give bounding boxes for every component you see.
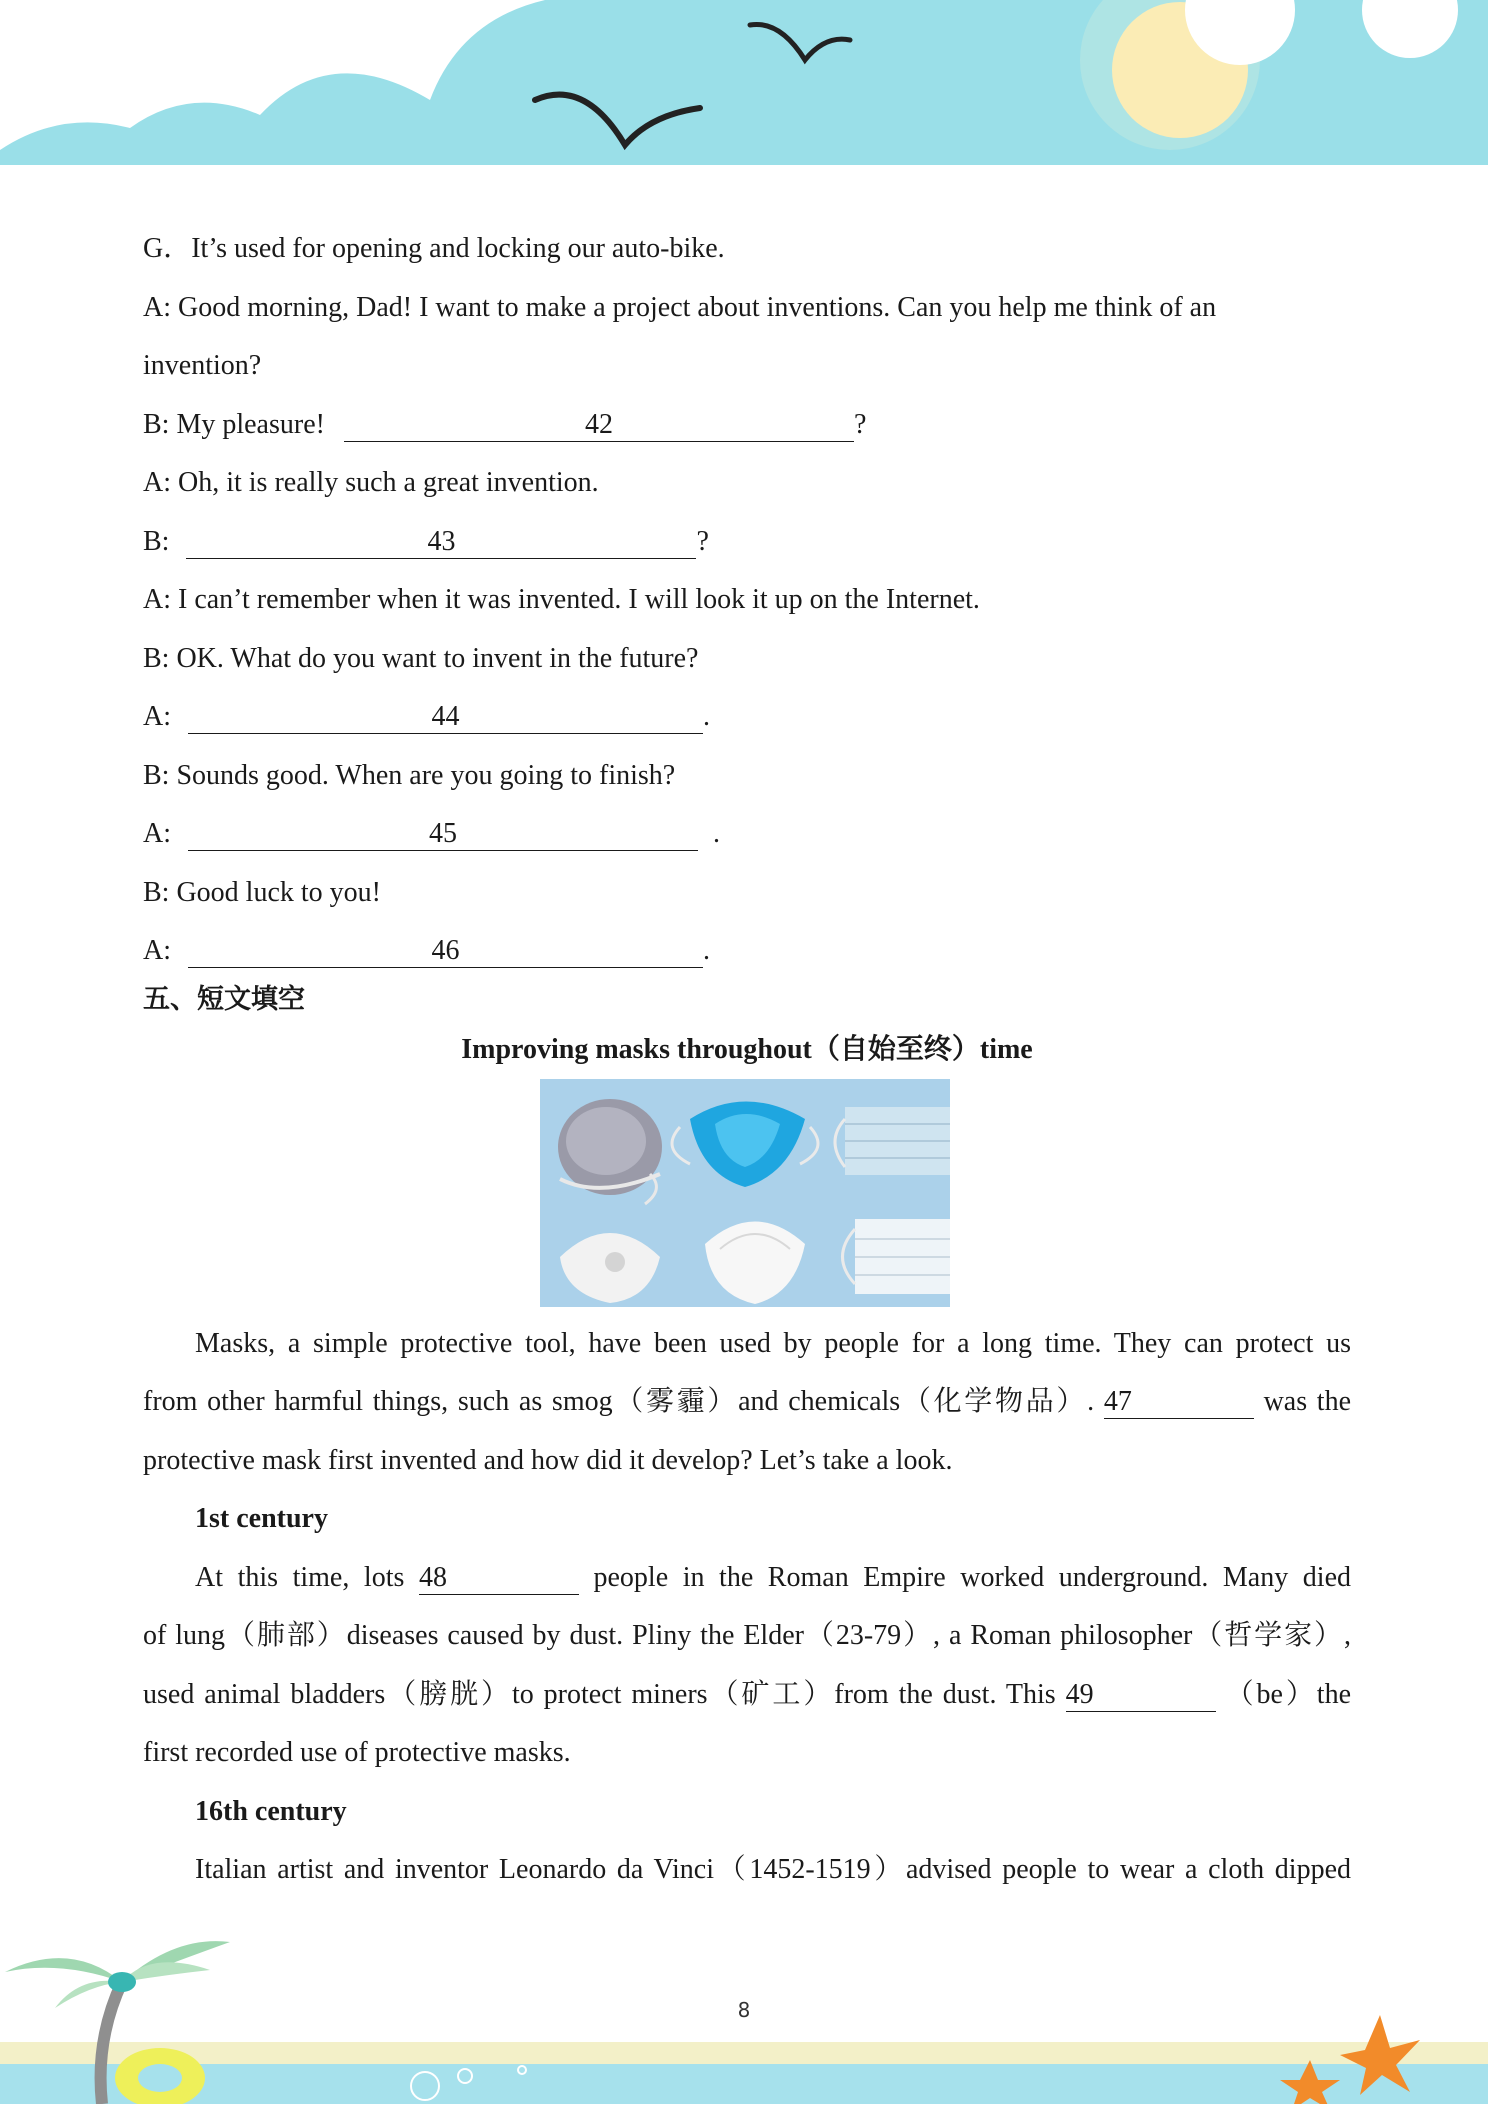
dialogue-line-3-end: ? xyxy=(853,408,867,440)
dialogue-line-9: B: Sounds good. When are you going to finish? xyxy=(143,759,676,791)
dialogue-line-12 xyxy=(143,922,1351,981)
paragraph-2-line-3-text: used animal bladders（膀胱）to protect miners（矿工）from the dust. This xyxy=(143,1678,1056,1710)
passage-title: Improving masks throughout（自始至终）time xyxy=(461,1033,1033,1065)
footer-beach-illustration xyxy=(0,1930,1488,2104)
paragraph-1-line-1: Masks, a simple protective tool, have been used by people for a long time. They can protect us xyxy=(195,1327,1351,1359)
dialogue-line-7: B: OK. What do you want to invent in the future? xyxy=(143,642,699,674)
paragraph-1-line-2 xyxy=(143,1373,1351,1432)
dialogue-line-3 xyxy=(143,396,1351,455)
dialogue-line-12-end: . xyxy=(703,935,710,966)
dialogue-line-4: A: Oh, it is really such a great invention. xyxy=(143,467,599,498)
blank-44[interactable]: 44 xyxy=(188,701,703,734)
dialogue-line-6: A: I can’t remember when it was invented. I will look it up on the Internet. xyxy=(143,584,980,615)
subheading-1st-century: 1st century xyxy=(195,1503,328,1534)
blank-49[interactable]: 49 xyxy=(1066,1679,1216,1712)
paragraph-2-line-1-text: At this time, lots xyxy=(195,1561,405,1593)
dialogue-line-8 xyxy=(143,688,1351,747)
subheading-16th-century: 16th century xyxy=(195,1795,347,1827)
paragraph-2-line-3 xyxy=(143,1666,1351,1725)
dialogue-line-12-speaker: A: xyxy=(143,935,171,966)
dialogue-line-11: B: Good luck to you! xyxy=(143,876,381,908)
dialogue-line-5-end: ? xyxy=(696,525,709,557)
paragraph-3-line-1: Italian artist and inventor Leonardo da Vinci（1452-1519）advised people to wear a cloth dipped xyxy=(195,1854,1351,1885)
blank-46[interactable]: 46 xyxy=(188,935,703,968)
dialogue-line-10 xyxy=(143,805,1351,864)
section-heading: 五、短文填空 xyxy=(143,983,305,1015)
dialogue-option-g: G．It’s used for opening and locking our auto-bike. xyxy=(143,233,725,264)
dialogue-line-3-text: B: My pleasure! xyxy=(143,408,325,440)
blank-47[interactable]: 47 xyxy=(1104,1386,1254,1419)
blank-45[interactable]: 45 xyxy=(188,818,698,851)
dialogue-line-1: A: Good morning, Dad! I want to make a project about inventions. Can you help me think of an xyxy=(143,291,1217,323)
page-number: 8 xyxy=(737,1998,751,2022)
paragraph-2-line-1-end: people in the Roman Empire worked underground. Many died xyxy=(593,1561,1351,1593)
masks-picture-area xyxy=(143,1079,1351,1315)
paragraph-1-line-2-end: was the xyxy=(1263,1386,1352,1417)
dialogue-line-5 xyxy=(143,513,1351,572)
blank-42[interactable]: 42 xyxy=(344,409,854,442)
blank-43[interactable]: 43 xyxy=(186,526,696,559)
dialogue-line-10-end: . xyxy=(713,818,720,849)
dialogue-line-10-speaker: A: xyxy=(143,818,171,849)
masks-photo xyxy=(540,1079,950,1307)
blank-48[interactable]: 48 xyxy=(419,1562,579,1595)
paragraph-1-line-2-text: from other harmful things, such as smog（雾霾）and chemicals（化学物品）. xyxy=(143,1386,1095,1417)
paragraph-2-line-1 xyxy=(143,1549,1351,1608)
dialogue-line-8-speaker: A: xyxy=(143,701,171,732)
dialogue-line-5-speaker: B: xyxy=(143,525,170,557)
paragraph-2-line-2: of lung（肺部）diseases caused by dust. Pliny the Elder（23-79）, a Roman philosopher（哲学家）, xyxy=(143,1620,1351,1651)
paragraph-2-line-3-end: （be）the xyxy=(1225,1678,1352,1710)
dialogue-line-8-end: . xyxy=(703,701,710,732)
dialogue-line-2: invention? xyxy=(143,350,262,381)
header-sky-illustration xyxy=(0,0,1488,175)
paragraph-1-line-3: protective mask first invented and how did it develop? Let’s take a look. xyxy=(143,1444,953,1476)
paragraph-2-line-4: first recorded use of protective masks. xyxy=(143,1737,571,1768)
